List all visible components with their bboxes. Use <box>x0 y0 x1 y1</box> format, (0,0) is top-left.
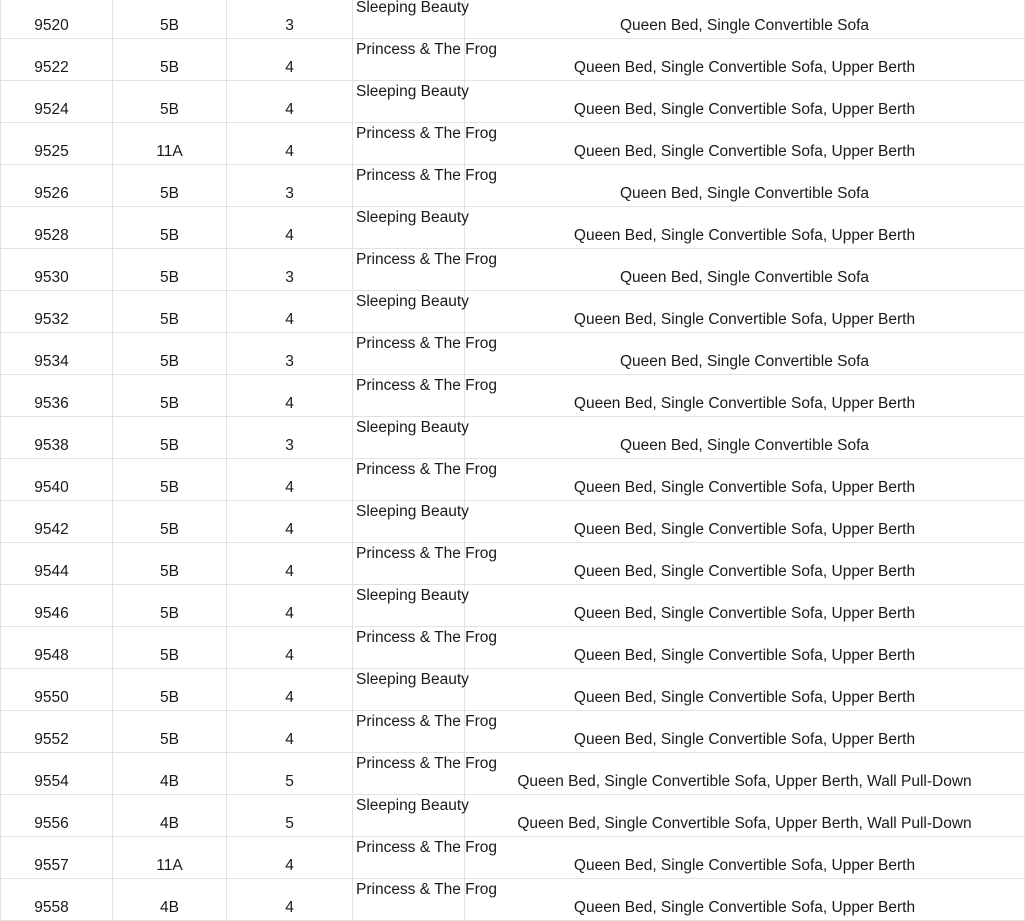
cell-sleeps[interactable]: 4 <box>227 375 353 417</box>
cell-bedding[interactable]: Queen Bed, Single Convertible Sofa, Upper Berth <box>465 837 1025 879</box>
cell-room-number[interactable]: 9554 <box>1 753 113 795</box>
cell-bedding[interactable]: Queen Bed, Single Convertible Sofa, Upper Berth <box>465 879 1025 921</box>
table-row <box>1 375 1025 417</box>
cell-category[interactable]: 5B <box>113 375 227 417</box>
cell-bedding[interactable]: Queen Bed, Single Convertible Sofa, Upper Berth <box>465 585 1025 627</box>
cell-theme[interactable]: Princess & The Frog <box>353 627 465 669</box>
cell-theme[interactable]: Princess & The Frog <box>353 543 465 585</box>
table-row <box>1 291 1025 333</box>
cell-category[interactable]: 11A <box>113 123 227 165</box>
cell-theme[interactable]: Sleeping Beauty <box>353 795 465 837</box>
cell-room-number[interactable]: 9522 <box>1 39 113 81</box>
cell-room-number[interactable]: 9546 <box>1 585 113 627</box>
cell-room-number[interactable]: 9532 <box>1 291 113 333</box>
cell-sleeps[interactable]: 3 <box>227 417 353 459</box>
cell-sleeps[interactable]: 4 <box>227 291 353 333</box>
cell-sleeps[interactable]: 5 <box>227 753 353 795</box>
cell-category[interactable]: 5B <box>113 0 227 39</box>
table-row <box>1 879 1025 921</box>
cell-category[interactable]: 5B <box>113 711 227 753</box>
cell-category[interactable]: 4B <box>113 795 227 837</box>
cabin-table-body <box>1 0 1025 921</box>
cell-sleeps[interactable]: 4 <box>227 627 353 669</box>
cell-room-number[interactable]: 9525 <box>1 123 113 165</box>
cell-category[interactable]: 11A <box>113 837 227 879</box>
cell-room-number[interactable]: 9520 <box>1 0 113 39</box>
cell-theme[interactable]: Sleeping Beauty <box>353 81 465 123</box>
table-row <box>1 81 1025 123</box>
table-row <box>1 459 1025 501</box>
table-row <box>1 627 1025 669</box>
cell-bedding[interactable]: Queen Bed, Single Convertible Sofa <box>465 417 1025 459</box>
cell-room-number[interactable]: 9557 <box>1 837 113 879</box>
table-row <box>1 669 1025 711</box>
cell-sleeps[interactable]: 4 <box>227 123 353 165</box>
table-row <box>1 333 1025 375</box>
table-row <box>1 711 1025 753</box>
cell-room-number[interactable]: 9524 <box>1 81 113 123</box>
cell-bedding[interactable]: Queen Bed, Single Convertible Sofa <box>465 333 1025 375</box>
cell-sleeps[interactable]: 4 <box>227 711 353 753</box>
cell-category[interactable]: 5B <box>113 627 227 669</box>
cell-theme[interactable]: Princess & The Frog <box>353 123 465 165</box>
cell-room-number[interactable]: 9526 <box>1 165 113 207</box>
cell-category[interactable]: 5B <box>113 39 227 81</box>
cell-category[interactable]: 5B <box>113 291 227 333</box>
cell-theme[interactable]: Sleeping Beauty <box>353 417 465 459</box>
cell-category[interactable]: 5B <box>113 333 227 375</box>
cell-room-number[interactable]: 9534 <box>1 333 113 375</box>
table-row <box>1 837 1025 879</box>
table-row <box>1 0 1025 39</box>
cell-room-number[interactable]: 9538 <box>1 417 113 459</box>
cell-bedding[interactable]: Queen Bed, Single Convertible Sofa <box>465 0 1025 39</box>
cell-theme[interactable]: Sleeping Beauty <box>353 207 465 249</box>
cell-room-number[interactable]: 9530 <box>1 249 113 291</box>
cell-theme[interactable]: Princess & The Frog <box>353 753 465 795</box>
cell-theme[interactable]: Sleeping Beauty <box>353 669 465 711</box>
cell-bedding[interactable]: Queen Bed, Single Convertible Sofa, Upper Berth, Wall Pull-Down <box>465 795 1025 837</box>
table-row <box>1 501 1025 543</box>
cell-sleeps[interactable]: 4 <box>227 501 353 543</box>
cell-sleeps[interactable]: 3 <box>227 333 353 375</box>
cell-room-number[interactable]: 9558 <box>1 879 113 921</box>
table-row <box>1 417 1025 459</box>
cell-bedding[interactable]: Queen Bed, Single Convertible Sofa, Upper Berth <box>465 543 1025 585</box>
cell-bedding[interactable]: Queen Bed, Single Convertible Sofa, Upper Berth <box>465 711 1025 753</box>
table-row <box>1 165 1025 207</box>
cell-category[interactable]: 5B <box>113 81 227 123</box>
table-row <box>1 123 1025 165</box>
cell-sleeps[interactable]: 4 <box>227 207 353 249</box>
cell-theme[interactable]: Sleeping Beauty <box>353 585 465 627</box>
cell-sleeps[interactable]: 3 <box>227 165 353 207</box>
cell-bedding[interactable]: Queen Bed, Single Convertible Sofa <box>465 165 1025 207</box>
cell-category[interactable]: 5B <box>113 585 227 627</box>
cell-theme[interactable]: Princess & The Frog <box>353 165 465 207</box>
cell-sleeps[interactable]: 4 <box>227 837 353 879</box>
cell-bedding[interactable]: Queen Bed, Single Convertible Sofa, Upper Berth <box>465 207 1025 249</box>
cell-room-number[interactable]: 9550 <box>1 669 113 711</box>
cell-theme[interactable]: Princess & The Frog <box>353 333 465 375</box>
cell-room-number[interactable]: 9542 <box>1 501 113 543</box>
cell-theme[interactable]: Princess & The Frog <box>353 39 465 81</box>
cell-category[interactable]: 5B <box>113 417 227 459</box>
cell-sleeps[interactable]: 4 <box>227 81 353 123</box>
cell-category[interactable]: 5B <box>113 165 227 207</box>
cell-sleeps[interactable]: 3 <box>227 249 353 291</box>
cell-bedding[interactable]: Queen Bed, Single Convertible Sofa, Upper Berth <box>465 375 1025 417</box>
table-row <box>1 585 1025 627</box>
cell-room-number[interactable]: 9528 <box>1 207 113 249</box>
cell-bedding[interactable]: Queen Bed, Single Convertible Sofa <box>465 249 1025 291</box>
table-row <box>1 39 1025 81</box>
cell-theme[interactable]: Princess & The Frog <box>353 879 465 921</box>
cell-category[interactable]: 5B <box>113 543 227 585</box>
cell-room-number[interactable]: 9540 <box>1 459 113 501</box>
cell-theme[interactable]: Princess & The Frog <box>353 837 465 879</box>
cell-room-number[interactable]: 9544 <box>1 543 113 585</box>
cell-bedding[interactable]: Queen Bed, Single Convertible Sofa, Upper Berth <box>465 39 1025 81</box>
table-row <box>1 249 1025 291</box>
cell-room-number[interactable]: 9548 <box>1 627 113 669</box>
cell-category[interactable]: 5B <box>113 207 227 249</box>
cell-sleeps[interactable]: 4 <box>227 543 353 585</box>
cell-category[interactable]: 4B <box>113 879 227 921</box>
table-row <box>1 207 1025 249</box>
cell-room-number[interactable]: 9552 <box>1 711 113 753</box>
cell-theme[interactable]: Princess & The Frog <box>353 459 465 501</box>
table-row <box>1 795 1025 837</box>
cell-sleeps[interactable]: 5 <box>227 795 353 837</box>
cell-sleeps[interactable]: 4 <box>227 669 353 711</box>
cell-bedding[interactable]: Queen Bed, Single Convertible Sofa, Upper Berth <box>465 459 1025 501</box>
cell-theme[interactable]: Princess & The Frog <box>353 711 465 753</box>
cell-bedding[interactable]: Queen Bed, Single Convertible Sofa, Upper Berth <box>465 291 1025 333</box>
cell-theme[interactable]: Sleeping Beauty <box>353 0 465 39</box>
cell-bedding[interactable]: Queen Bed, Single Convertible Sofa, Upper Berth <box>465 123 1025 165</box>
cell-sleeps[interactable]: 4 <box>227 585 353 627</box>
table-row <box>1 753 1025 795</box>
cell-bedding[interactable]: Queen Bed, Single Convertible Sofa, Upper Berth <box>465 81 1025 123</box>
cell-category[interactable]: 5B <box>113 669 227 711</box>
cell-bedding[interactable]: Queen Bed, Single Convertible Sofa, Upper Berth <box>465 627 1025 669</box>
table-row <box>1 543 1025 585</box>
cell-bedding[interactable]: Queen Bed, Single Convertible Sofa, Upper Berth <box>465 669 1025 711</box>
cell-bedding[interactable]: Queen Bed, Single Convertible Sofa, Upper Berth <box>465 501 1025 543</box>
cell-sleeps[interactable]: 4 <box>227 459 353 501</box>
cell-room-number[interactable]: 9556 <box>1 795 113 837</box>
cell-category[interactable]: 4B <box>113 753 227 795</box>
cell-theme[interactable]: Princess & The Frog <box>353 249 465 291</box>
cell-theme[interactable]: Sleeping Beauty <box>353 501 465 543</box>
cell-bedding[interactable]: Queen Bed, Single Convertible Sofa, Upper Berth, Wall Pull-Down <box>465 753 1025 795</box>
cell-sleeps[interactable]: 3 <box>227 0 353 39</box>
cell-sleeps[interactable]: 4 <box>227 879 353 921</box>
cell-theme[interactable]: Sleeping Beauty <box>353 291 465 333</box>
cell-category[interactable]: 5B <box>113 249 227 291</box>
cell-theme[interactable]: Princess & The Frog <box>353 375 465 417</box>
cell-category[interactable]: 5B <box>113 501 227 543</box>
cell-category[interactable]: 5B <box>113 459 227 501</box>
cell-room-number[interactable]: 9536 <box>1 375 113 417</box>
cell-sleeps[interactable]: 4 <box>227 39 353 81</box>
